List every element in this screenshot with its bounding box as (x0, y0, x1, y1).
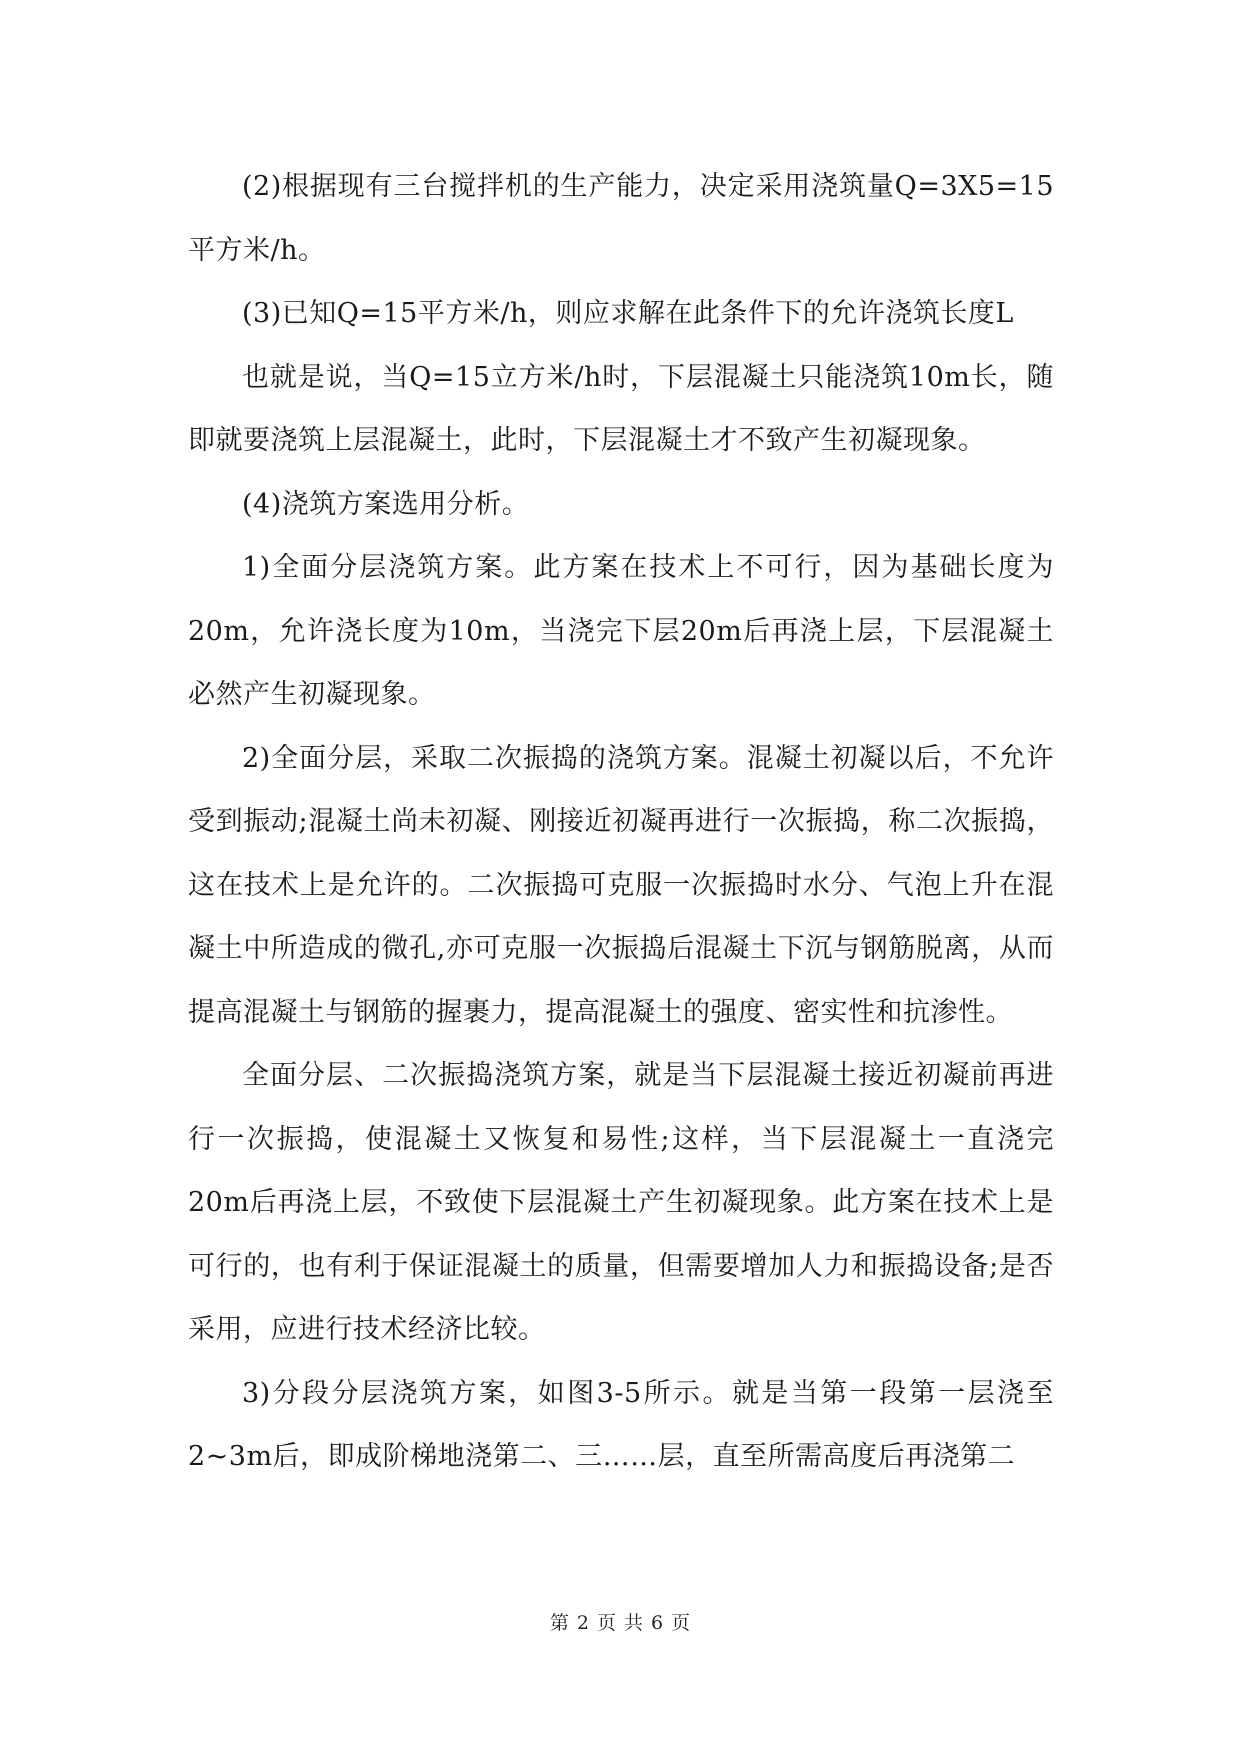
paragraph-scheme-2-detail: 全面分层、二次振捣浇筑方案，就是当下层混凝土接近初凝前再进行一次振捣，使混凝土又恢复和易性;这样，当下层混凝土一直浇完20m后再浇上层，不致使下层混凝土产生初凝现象。此方案在技术上是可行的，也有利于保证混凝土的质量，但需要增加人力和振捣设备;是否采用，应进行技术经济比较。 (188, 1060, 1054, 1345)
paragraph-2-mixer-capacity: (2)根据现有三台搅拌机的生产能力，决定采用浇筑量Q=3X5=15平方米/h。 (188, 171, 1054, 266)
paragraph-scheme-3: 3)分段分层浇筑方案，如图3-5所示。就是当第一段第一层浇至2~3m后，即成阶梯地浇第二、三……层，直至所需高度后再浇第二 (188, 1377, 1054, 1472)
document-body (188, 155, 1054, 1489)
paragraph-scheme-2: 2)全面分层，采取二次振捣的浇筑方案。混凝土初凝以后，不允许受到振动;混凝土尚未初凝、刚接近初凝再进行一次振捣，称二次振捣，这在技术上是允许的。二次振捣可克服一次振捣时水分、气泡上升在混凝土中所造成的微孔,亦可克服一次振捣后混凝土下沉与钢筋脱离，从而提高混凝土与钢筋的握裹力，提高混凝土的强度、密实性和抗渗性。 (188, 742, 1054, 1028)
paragraph-4-scheme-analysis: (4)浇筑方案选用分析。 (242, 488, 530, 520)
page-number-footer: 第 2 页 共 6 页 (549, 1612, 692, 1634)
paragraph-length-explanation: 也就是说，当Q=15立方米/h时，下层混凝土只能浇筑10m长，随即就要浇筑上层混凝土，此时，下层混凝土才不致产生初凝现象。 (188, 361, 1054, 456)
paragraph-scheme-1: 1)全面分层浇筑方案。此方案在技术上不可行，因为基础长度为20m，允许浇长度为10m，当浇完下层20m后再浇上层，下层混凝土必然产生初凝现象。 (188, 552, 1054, 710)
paragraph-3-allowed-length: (3)已知Q=15平方米/h，则应求解在此条件下的允许浇筑长度L (242, 298, 1014, 329)
